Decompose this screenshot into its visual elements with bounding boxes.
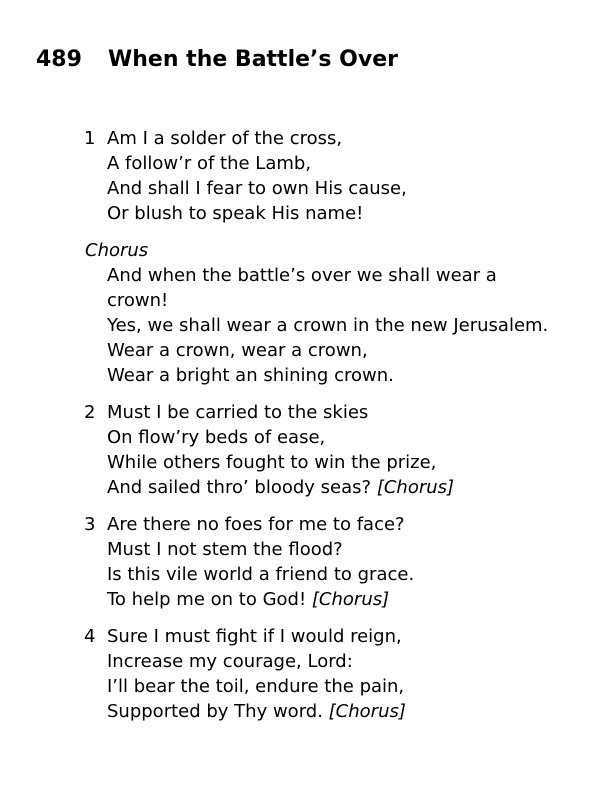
verse-number: 4 (84, 626, 96, 647)
verse-line (0, 475, 614, 500)
verse-line (0, 699, 614, 724)
verse-line: I’ll bear the toil, endure the pain, (107, 676, 405, 697)
chorus-label: Chorus (85, 240, 149, 261)
chorus-line: Wear a bright an shining crown. (107, 365, 394, 386)
verse-line: While others fought to win the prize, (107, 452, 437, 473)
verse-number: 1 (84, 128, 96, 149)
hymn-number: 489 (36, 47, 82, 72)
verse-line: Is this vile world a friend to grace. (107, 564, 415, 585)
verse-line: On flow’ry beds of ease, (107, 427, 326, 448)
verse-3 (0, 512, 614, 612)
hymn-title: When the Battle’s Over (108, 47, 398, 72)
chorus-line: Yes, we shall wear a crown in the new Jerusalem. (107, 315, 549, 336)
verse-line: And shall I fear to own His cause, (107, 178, 407, 199)
verse-line: A follow’r of the Lamb, (107, 153, 312, 174)
verse-number: 2 (84, 402, 96, 423)
verse-line: Increase my courage, Lord: (107, 651, 353, 672)
chorus-line: crown! (107, 290, 169, 311)
chorus-reference: [Chorus] (311, 589, 390, 610)
verse-1 (0, 126, 614, 226)
verse-line-text: To help me on to God! (107, 589, 307, 610)
hymn-header (36, 45, 398, 75)
verse-line-text: Supported by Thy word. (107, 701, 323, 722)
chorus-reference: [Chorus] (376, 477, 455, 498)
chorus-line: And when the battle’s over we shall wear a (107, 265, 497, 286)
verse-line-text: And sailed thro’ bloody seas? (107, 477, 372, 498)
verse-line: Or blush to speak His name! (107, 203, 364, 224)
verse-line (0, 587, 614, 612)
verse-line: Sure I must fight if I would reign, (107, 626, 402, 647)
verse-4 (0, 624, 614, 724)
verse-number: 3 (84, 514, 96, 535)
chorus-line: Wear a crown, wear a crown, (107, 340, 368, 361)
verse-line: Am I a solder of the cross, (107, 128, 343, 149)
verse-line: Must I not stem the flood? (107, 539, 343, 560)
hymn-lyrics (0, 126, 614, 736)
chorus-reference: [Chorus] (328, 701, 406, 722)
verse-line: Are there no foes for me to face? (107, 514, 405, 535)
verse-line: Must I be carried to the skies (107, 402, 369, 423)
verse-2 (0, 400, 614, 500)
chorus (0, 238, 614, 388)
